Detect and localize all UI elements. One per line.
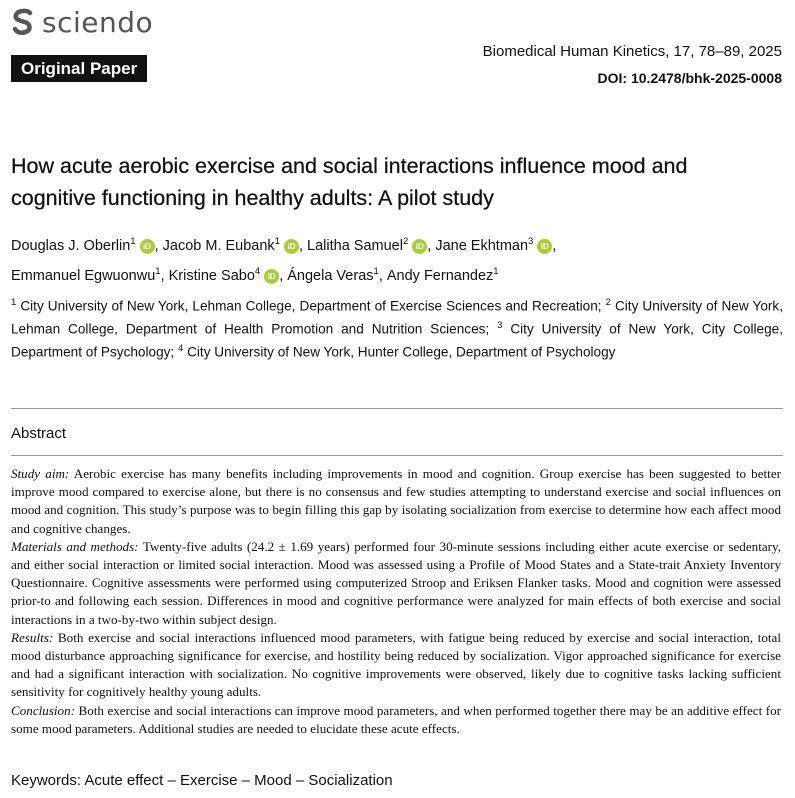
author-3 (435, 238, 556, 254)
abstract-text: Both exercise and social interactions influenced mood parameters, with fatigue being reduced by exercise and social interaction, total mood disturbance approaching significance for exercise, and hostility being reduced by socialization. Vigor approached significance for exercise and had a significant interaction with socialization. No cognitive improvements were observed, likely due to cognitive tasks lacking sufficient sensitivity for cognitively healthy young adults. (11, 629, 781, 700)
orcid-icon[interactable]: iD (140, 239, 155, 254)
author-affiliation-number: 1 (373, 265, 379, 277)
author-affiliation-number: 3 (528, 236, 534, 247)
abstract-label: Results: (11, 629, 54, 645)
author-separator: , (298, 237, 308, 254)
abstract-body (11, 465, 781, 738)
author-6 (287, 265, 387, 284)
abstract-methods (11, 538, 781, 629)
abstract-text: Both exercise and social interactions can improve mood parameters, and when performed together there may be an additive effect for some mood parameters. Additional studies are needed to elucidate these acute effects. (11, 702, 781, 736)
author-affiliation-number: 1 (493, 265, 499, 277)
author-separator: , (154, 237, 163, 254)
author-name: Kristine Sabo (168, 267, 255, 284)
keywords: Keywords: Acute effect – Exercise – Mood – Socialization (11, 772, 393, 789)
publisher-logo (10, 6, 153, 38)
affiliations (11, 293, 783, 362)
author-list (11, 229, 781, 289)
article-title: How acute aerobic exercise and social interactions influence mood and cognitive functioning in healthy adults: A pilot study (11, 154, 688, 210)
author-name: Emmanuel Egwuonwu (11, 267, 156, 284)
abstract-label: Study aim: (11, 466, 70, 481)
abstract-text: Aerobic exercise has many benefits including improvements in mood and cognition. Group exercise has been suggested to better improve mood compared to exercise alone, but there is no consensus and few studies attempting to understand exercise and social influences on mood and cognition. This study’s purpose was to begin filling this gap by isolating socialization from exercise to determine how each affect mood and cognitive changes. (11, 466, 781, 536)
orcid-icon[interactable]: iD (412, 239, 427, 254)
orcid-icon[interactable]: iD (284, 239, 299, 254)
author-affiliation-number: 4 (254, 265, 261, 277)
author-affiliation-number: 1 (155, 265, 161, 277)
orcid-icon[interactable]: iD (264, 269, 279, 284)
author-name: Ángela Veras (287, 267, 374, 284)
affiliation-text: City University of New York, Lehman College, Department of Exercise Sciences and Recreation; (20, 298, 602, 314)
author-affiliation-number: 1 (274, 236, 280, 247)
sciendo-s-logo-icon (10, 7, 36, 37)
author-7 (386, 265, 499, 284)
affiliation-text: City University of New York, City College, Department of Psychology; (11, 321, 783, 360)
author-2 (307, 238, 435, 254)
abstract-label: Conclusion: (11, 702, 76, 718)
affiliation-text: City University of New York, Hunter College, Department of Psychology (187, 344, 616, 360)
author-separator: , (160, 267, 169, 284)
author-name: Lalitha Samuel (307, 237, 403, 254)
journal-citation: Biomedical Human Kinetics, 17, 78–89, 2025 (482, 43, 782, 60)
abstract-results (11, 629, 781, 702)
author-separator: , (552, 237, 557, 254)
article-type-badge: Original Paper (11, 55, 147, 82)
author-separator: , (378, 267, 387, 284)
section-divider (11, 408, 783, 409)
author-affiliation-number: 2 (402, 236, 409, 247)
affiliation-text: City University of New York, Lehman College, Department of Health Promotion and Nutrition Sciences; (11, 298, 783, 337)
affiliation-number: 3 (497, 320, 503, 332)
author-name: Jane Ekhtman (435, 237, 529, 254)
author-5 (168, 265, 288, 284)
section-divider (11, 455, 783, 456)
author-name: Douglas J. Oberlin (11, 237, 131, 254)
abstract-text: Twenty-five adults (24.2 ± 1.69 years) performed four 30-minute sessions including either acute exercise or sedentary, and either social interaction or limited social interaction. Mood was assessed using a Profile of Mood States and a State-trait Anxiety Inventory Questionnaire. Cognitive assessments were performed using computerized Stroop and Eriksen Flanker tasks. Mood and cognition were assessed prior-to and following each session. Differences in mood and cognitive performance were analyzed for main effects of both exercise and social interactions in a two-by-two within subject design. (11, 538, 781, 627)
affiliation-number: 2 (605, 297, 611, 308)
abstract-conclusion (11, 702, 781, 738)
abstract-label: Materials and methods: (11, 538, 139, 554)
abstract-study-aim (11, 465, 781, 538)
affiliation-number: 4 (178, 343, 184, 355)
affiliation-number: 1 (11, 297, 17, 308)
author-affiliation-number: 1 (130, 236, 136, 247)
author-0 (11, 238, 163, 254)
publisher-name: sciendo (42, 5, 154, 39)
orcid-icon[interactable]: iD (537, 239, 552, 254)
author-name: Jacob M. Eubank (162, 237, 275, 254)
author-name: Andy Fernandez (386, 267, 494, 284)
doi-link[interactable]: DOI: 10.2478/bhk-2025-0008 (597, 70, 782, 86)
author-separator: , (427, 237, 436, 254)
author-4 (11, 265, 169, 284)
abstract-heading: Abstract (11, 425, 67, 442)
author-1 (163, 238, 307, 254)
author-separator: , (279, 267, 288, 284)
